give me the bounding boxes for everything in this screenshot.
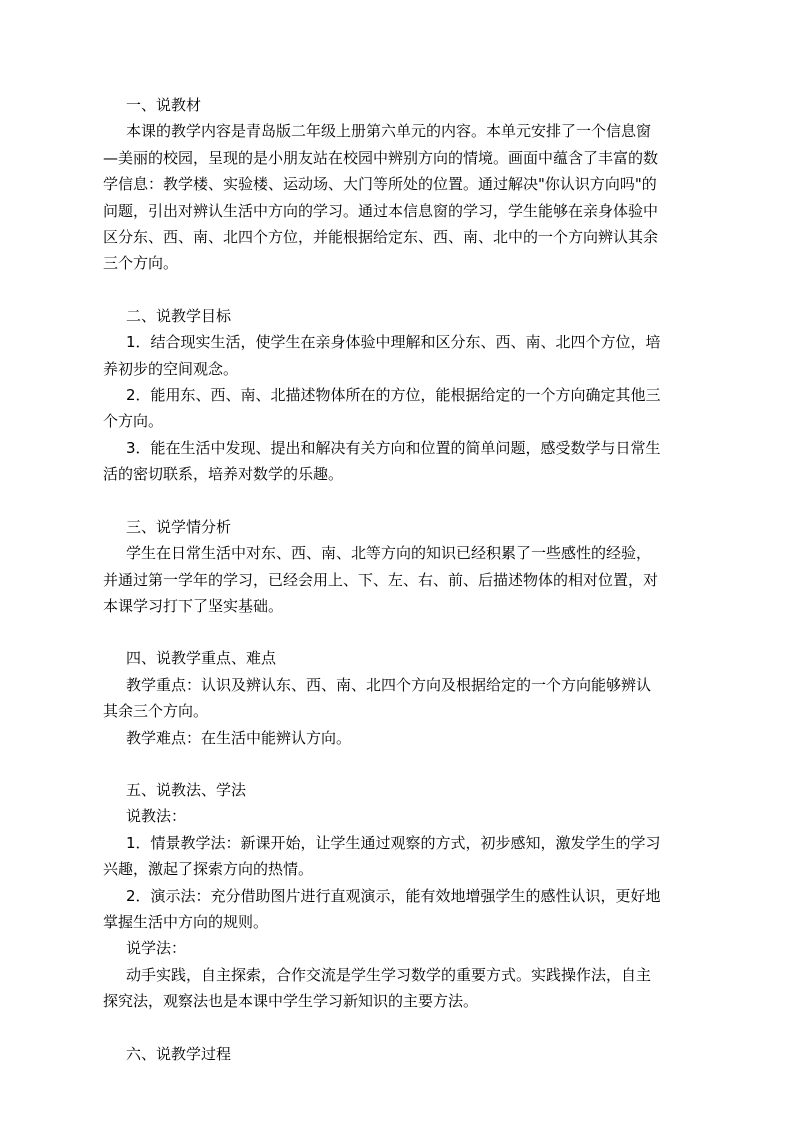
paragraph-line: 2．能用东、西、南、北描述物体所在的方位，能根据给定的一个方向确定其他三 [126,386,661,405]
section-key-points [103,645,699,751]
paragraph-line: 其余三个方向。 [103,702,209,721]
section-heading: 一、说教材 [126,96,202,114]
section-heading: 四、说教学重点、难点 [126,649,277,668]
section-teaching-process [103,1041,699,1067]
section-heading: 二、说教学目标 [126,306,232,325]
document-page [103,92,699,1067]
paragraph-line: 本课的教学内容是青岛版二年级上册第六单元的内容。本单元安排了一个信息窗 [126,122,652,141]
paragraph-line: —美丽的校园，呈现的是小朋友站在校园中辨别方向的情境。画面中蕴含了丰富的数 [103,148,659,167]
paragraph-line: 问题，引出对辨认生活中方向的学习。通过本信息窗的学习，学生能够在亲身体验中 [103,201,659,220]
section-heading: 三、说学情分析 [126,517,232,536]
paragraph-line: 说教法： [126,807,187,826]
paragraph-line: 养初步的空间观念。 [103,359,239,378]
section-teaching-material [103,92,699,277]
paragraph-line: 1．结合现实生活，使学生在亲身体验中理解和区分东、西、南、北四个方位，培 [126,333,661,352]
paragraph-line: 个方向。 [103,412,164,431]
section-heading: 五、说教法、学法 [126,780,247,799]
paragraph-line: 2．演示法：充分借助图片进行直观演示，能有效地增强学生的感性认识，更好地 [126,886,661,905]
paragraph-line: 动手实践，自主探索，合作交流是学生学习数学的重要方式。实践操作法，自主 [126,965,652,984]
paragraph-line: 学信息：教学楼、实验楼、运动场、大门等所处的位置。通过解决"你认识方向吗"的 [103,175,657,194]
paragraph-line: 3．能在生活中发现、提出和解决有关方向和位置的简单问题，感受数学与日常生 [126,438,661,457]
section-heading: 六、说教学过程 [126,1044,232,1063]
section-methods [103,777,699,1015]
paragraph-line: 探究法，观察法也是本课中学生学习新知识的主要方法。 [103,992,479,1011]
paragraph-line: 活的密切联系，培养对数学的乐趣。 [103,465,344,484]
paragraph-line: 学生在日常生活中对东、西、南、北等方向的知识已经积累了一些感性的经验， [126,544,652,563]
paragraph-line: 1．情景教学法：新课开始，让学生通过观察的方式，初步感知，激发学生的学习 [126,833,661,852]
paragraph-line: 兴趣，激起了探索方向的热情。 [103,860,314,879]
section-teaching-goals [103,303,699,488]
paragraph-line: 说学法： [126,939,187,958]
paragraph-line: 并通过第一学年的学习，已经会用上、下、左、右、前、后描述物体的相对位置，对 [103,570,659,589]
paragraph-line: 掌握生活中方向的规则。 [103,912,269,931]
section-learner-analysis [103,514,699,620]
paragraph-line: 教学重点：认识及辨认东、西、南、北四个方向及根据给定的一个方向能够辨认 [126,675,652,694]
paragraph-line: 教学难点：在生活中能辨认方向。 [126,728,352,747]
paragraph-line: 三个方向。 [103,254,179,273]
paragraph-line: 本课学习打下了坚实基础。 [103,596,284,615]
paragraph-line: 区分东、西、南、北四个方位，并能根据给定东、西、南、北中的一个方向辨认其余 [103,228,659,247]
